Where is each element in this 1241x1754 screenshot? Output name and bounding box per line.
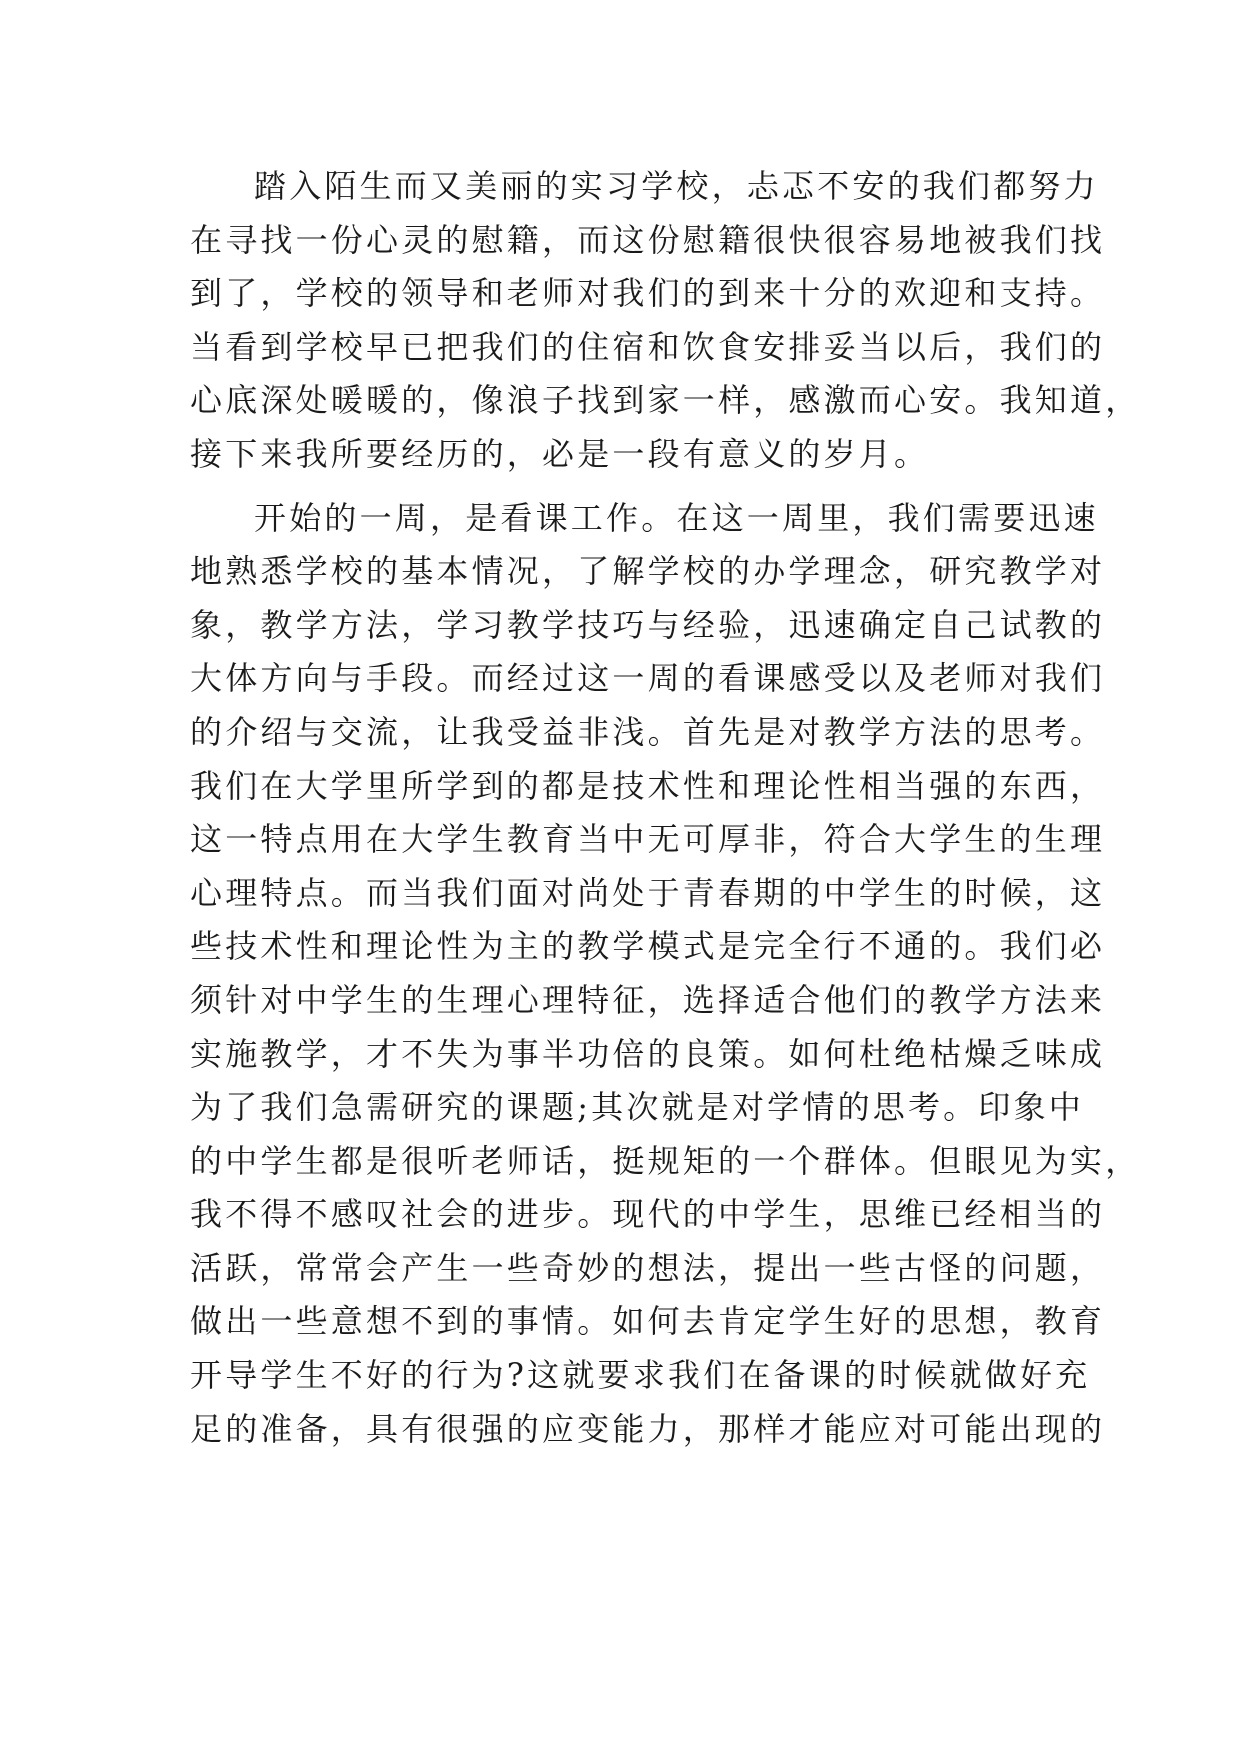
paragraph-gap: [190, 482, 1070, 492]
text-line: 我们在大学里所学到的都是技术性和理论性相当强的东西，: [190, 766, 1106, 805]
text-line: 些技术性和理论性为主的教学模式是完全行不通的。我们必: [190, 927, 1106, 966]
text-line: 的介绍与交流，让我受益非浅。首先是对教学方法的思考。: [190, 712, 1106, 751]
text-line: 我不得不感叹社会的进步。现代的中学生，思维已经相当的: [190, 1195, 1106, 1234]
text-line: 活跃，常常会产生一些奇妙的想法，提出一些古怪的问题，: [190, 1248, 1106, 1287]
body-text: [190, 160, 1141, 1456]
text-line: 的中学生都是很听老师话，挺规矩的一个群体。但眼见为实，: [190, 1141, 1141, 1180]
text-line: 象，教学方法，学习教学技巧与经验，迅速确定自己试教的: [190, 605, 1106, 644]
text-line: 为了我们急需研究的课题;其次就是对学情的思考。印象中: [190, 1088, 1084, 1127]
text-line: 当看到学校早已把我们的住宿和饮食安排妥当以后，我们的: [190, 327, 1106, 366]
text-line: 这一特点用在大学生教育当中无可厚非，符合大学生的生理: [190, 820, 1106, 859]
text-line: 心底深处暖暖的，像浪子找到家一样，感激而心安。我知道，: [190, 381, 1141, 420]
text-line: 接下来我所要经历的，必是一段有意义的岁月。: [190, 434, 930, 473]
text-line: 心理特点。而当我们面对尚处于青春期的中学生的时候，这: [190, 873, 1106, 912]
text-line: 地熟悉学校的基本情况，了解学校的办学理念，研究教学对: [190, 552, 1106, 591]
text-line: 须针对中学生的生理心理特征，选择适合他们的教学方法来: [190, 980, 1106, 1019]
text-line: 实施教学，才不失为事半功倍的良策。如何杜绝枯燥乏味成: [190, 1034, 1106, 1073]
text-line: 到了，学校的领导和老师对我们的到来十分的欢迎和支持。: [190, 274, 1106, 313]
paragraph-2: [190, 492, 1141, 1457]
text-line: 大体方向与手段。而经过这一周的看课感受以及老师对我们: [190, 659, 1106, 698]
text-line: 踏入陌生而又美丽的实习学校，忐忑不安的我们都努力: [254, 167, 1099, 205]
text-line: 足的准备，具有很强的应变能力，那样才能应对可能出现的: [190, 1409, 1106, 1448]
text-line: 开始的一周，是看课工作。在这一周里，我们需要迅速: [254, 498, 1099, 537]
text-line: 开导学生不好的行为?这就要求我们在备课的时候就做好充: [190, 1356, 1091, 1395]
text-line: 做出一些意想不到的事情。如何去肯定学生好的思想，教育: [190, 1302, 1106, 1341]
paragraph-1: [190, 160, 1141, 482]
text-line: 在寻找一份心灵的慰籍，而这份慰籍很快很容易地被我们找: [190, 220, 1106, 259]
